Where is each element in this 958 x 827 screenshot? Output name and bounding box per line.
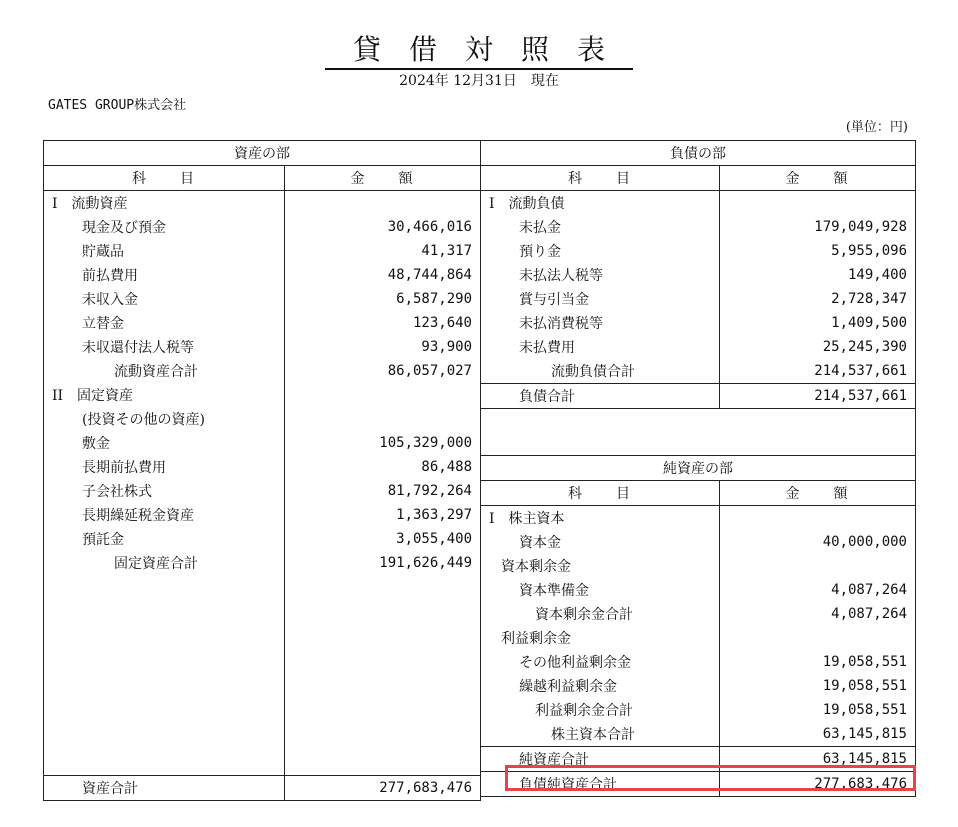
liabilities-row-label: 未払法人税等 xyxy=(481,263,720,287)
assets-row-label: 子会社株式 xyxy=(44,479,285,503)
document-title: 貸借対照表 xyxy=(0,28,958,68)
assets-row-label: 現金及び預金 xyxy=(44,215,285,239)
assets-row-label: 立替金 xyxy=(44,311,285,335)
liabilities-row-label: 賞与引当金 xyxy=(481,287,720,311)
liabilities-row-amount: 149,400 xyxy=(720,263,916,287)
assets-row-label: 預託金 xyxy=(44,527,285,551)
liabilities-col-item: 科 目 xyxy=(481,166,720,191)
assets-row-amount: 123,640 xyxy=(285,311,481,335)
assets-total-label: 資産合計 xyxy=(44,776,285,801)
equity-row-label: 株主資本合計 xyxy=(481,722,720,747)
liabilities-row-amount: 5,955,096 xyxy=(720,239,916,263)
equity-row-amount: 63,145,815 xyxy=(720,722,916,747)
liabilities-row-amount: 179,049,928 xyxy=(720,215,916,239)
document-date: 2024年 12月31日 現在 xyxy=(399,73,559,89)
equity-row-amount: 40,000,000 xyxy=(720,530,916,554)
assets-row-amount: 30,466,016 xyxy=(285,215,481,239)
equity-row-amount: 4,087,264 xyxy=(720,578,916,602)
equity-row-label: 資本剰余金 xyxy=(481,554,720,578)
liabilities-total-label: 負債合計 xyxy=(481,384,720,409)
equity-row-amount xyxy=(720,506,916,531)
liabilities-subtotal-amount: 214,537,661 xyxy=(720,359,916,384)
assets-col-amount: 金 額 xyxy=(285,166,481,191)
liabilities-net-assets-total-amount: 277,683,476 xyxy=(720,772,916,797)
blank-spacer xyxy=(481,409,916,456)
assets-row-label: 未収入金 xyxy=(44,287,285,311)
assets-row-label: 長期前払費用 xyxy=(44,455,285,479)
liabilities-equity-table xyxy=(480,140,916,797)
equity-row-amount xyxy=(720,626,916,650)
assets-row-amount: 48,744,864 xyxy=(285,263,481,287)
assets-row-amount xyxy=(285,191,481,216)
equity-row-label: I 株主資本 xyxy=(481,506,720,531)
unit-label: (単位：円) xyxy=(845,120,908,135)
liabilities-total-amount: 214,537,661 xyxy=(720,384,916,409)
liabilities-row-label: 未払金 xyxy=(481,215,720,239)
liabilities-row-label: I 流動負債 xyxy=(481,191,720,216)
liabilities-col-amount: 金 額 xyxy=(720,166,916,191)
equity-row-label: 利益剰余金 xyxy=(481,626,720,650)
assets-row-label: 敷金 xyxy=(44,431,285,455)
liabilities-net-assets-total-label: 負債純資産合計 xyxy=(481,772,720,797)
assets-subtotal-label: 固定資産合計 xyxy=(44,551,285,575)
liabilities-row-label: 未払費用 xyxy=(481,335,720,359)
assets-row-label: 未収還付法人税等 xyxy=(44,335,285,359)
equity-row-amount: 4,087,264 xyxy=(720,602,916,626)
liabilities-row-label: 預り金 xyxy=(481,239,720,263)
assets-section-header: 資産の部 xyxy=(44,141,481,166)
assets-row-amount: 93,900 xyxy=(285,335,481,359)
assets-row-amount: 105,329,000 xyxy=(285,431,481,455)
assets-row-amount: 81,792,264 xyxy=(285,479,481,503)
equity-row-label: 資本金 xyxy=(481,530,720,554)
liabilities-row-amount: 25,245,390 xyxy=(720,335,916,359)
assets-subtotal-label: 流動資産合計 xyxy=(44,359,285,383)
assets-subtotal-amount: 191,626,449 xyxy=(285,551,481,575)
liabilities-subtotal-label: 流動負債合計 xyxy=(481,359,720,384)
assets-row-label: (投資その他の資産) xyxy=(44,407,285,431)
equity-section-header: 純資産の部 xyxy=(481,456,916,481)
assets-subtotal-amount: 86,057,027 xyxy=(285,359,481,383)
assets-total-amount: 277,683,476 xyxy=(285,776,481,801)
equity-row-amount: 19,058,551 xyxy=(720,650,916,674)
assets-col-item: 科 目 xyxy=(44,166,285,191)
net-assets-highlight-box xyxy=(505,765,916,791)
net-assets-total-label: 純資産合計 xyxy=(481,747,720,772)
equity-row-label: その他利益剰余金 xyxy=(481,650,720,674)
assets-row-amount: 86,488 xyxy=(285,455,481,479)
net-assets-total-amount: 63,145,815 xyxy=(720,747,916,772)
assets-row-label: I 流動資産 xyxy=(44,191,285,216)
equity-row-amount: 19,058,551 xyxy=(720,674,916,698)
assets-row-amount: 41,317 xyxy=(285,239,481,263)
assets-row-amount xyxy=(285,383,481,407)
assets-row-label: II 固定資産 xyxy=(44,383,285,407)
assets-row-amount: 1,363,297 xyxy=(285,503,481,527)
equity-row-label: 資本準備金 xyxy=(481,578,720,602)
assets-row-label: 貯蔵品 xyxy=(44,239,285,263)
liabilities-row-amount xyxy=(720,191,916,216)
company-name: GATES GROUP株式会社 xyxy=(48,98,187,113)
assets-row-amount: 3,055,400 xyxy=(285,527,481,551)
equity-col-item: 科 目 xyxy=(481,481,720,506)
assets-row-label: 長期繰延税金資産 xyxy=(44,503,285,527)
liabilities-row-amount: 1,409,500 xyxy=(720,311,916,335)
liabilities-row-label: 未払消費税等 xyxy=(481,311,720,335)
equity-row-label: 資本剰余金合計 xyxy=(481,602,720,626)
assets-table xyxy=(43,140,481,801)
assets-row-amount xyxy=(285,407,481,431)
equity-col-amount: 金 額 xyxy=(720,481,916,506)
assets-row-label: 前払費用 xyxy=(44,263,285,287)
assets-row-amount: 6,587,290 xyxy=(285,287,481,311)
liabilities-row-amount: 2,728,347 xyxy=(720,287,916,311)
equity-row-amount xyxy=(720,554,916,578)
equity-row-label: 利益剰余金合計 xyxy=(481,698,720,722)
equity-row-amount: 19,058,551 xyxy=(720,698,916,722)
equity-row-label: 繰越利益剰余金 xyxy=(481,674,720,698)
liabilities-section-header: 負債の部 xyxy=(481,141,916,166)
